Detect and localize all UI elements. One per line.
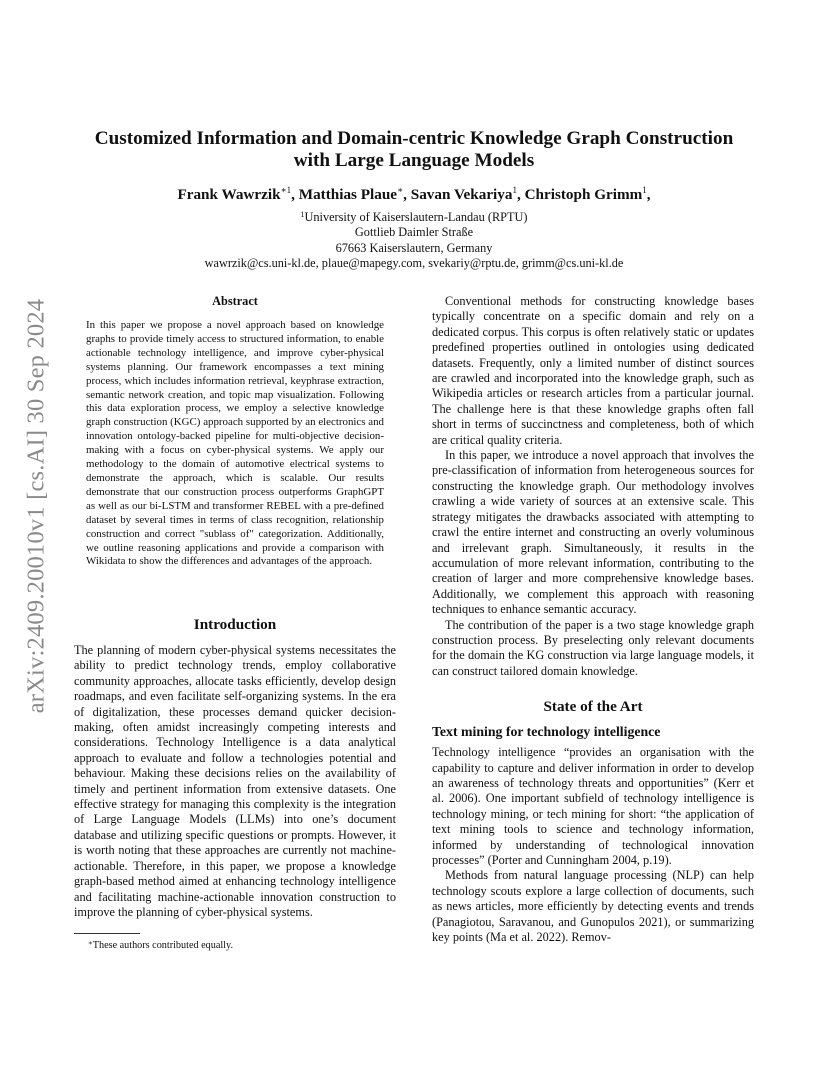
affiliation-university: University of Kaiserslautern-Landau (RPTU): [304, 210, 528, 224]
title-line-1: Customized Information and Domain-centric Knowledge Graph Construction: [94, 128, 734, 149]
arxiv-side-stamp: [16, 296, 56, 716]
author-name: Matthias Plaue: [298, 186, 398, 203]
author-mark: ∗: [397, 185, 404, 195]
title-line-2: with Large Language Models: [293, 150, 535, 171]
abstract-heading: Abstract: [212, 294, 258, 308]
author-mark: 1: [512, 185, 517, 195]
introduction-paragraph: The planning of modern cyber-physical systems necessitates the ability to predict technology trends, employ collaborative community approaches, allocate tasks efficiently, develop design roadmaps, and even facilitate self-organizing systems. In the era of digitalization, these processes demand quicker decision-making, often amidst increasingly competing interests and considerations. Technology Intelligence is a data analytical approach to evaluate and follow a technologies potential and behaviour. Making these decisions relies on the availability of timely and pertinent information from extensive datasets. One effective strategy for managing this complexity is the integration of Large Language Models (LLMs) into one’s document database and utilizing specific questions or prompts. However, it is worth noting that these approaches are currently not machine-actionable. Therefore, in this paper, we propose a knowledge graph-based method aimed at enhancing technology intelligence and facilitating machine-actionable innovation construction to improve the planning of cyber-physical systems.: [74, 643, 396, 919]
paper-title: [74, 128, 754, 172]
affiliation-city: 67663 Kaiserslautern, Germany: [335, 240, 493, 255]
introduction-section: [74, 616, 396, 920]
right-column: [432, 294, 754, 945]
footnote-mark: ∗: [88, 939, 93, 947]
author-emails: wawrzik@cs.uni-kl.de, plaue@mapegy.com, svekariy@rptu.de, grimm@cs.uni-kl.de: [204, 255, 624, 270]
paper-header: [74, 128, 754, 271]
affiliation-block: [74, 210, 754, 271]
author-mark: ∗1: [280, 185, 292, 195]
state-of-art-heading: State of the Art: [543, 698, 643, 716]
body-paragraph: Technology intelligence “provides an organisation with the capability to capture and deliver information in order to develop an awareness of technology threats and opportunities” (Kerr et al. 2006). One important subfield of technology intelligence is technology mining, or tech mining for short: “the application of text mining tools to science and technology information, informed by understanding of technological innovation processes” (Porter and Cunningham 2004, p.19).: [432, 745, 754, 867]
body-paragraph: Conventional methods for constructing knowledge bases typically concentrate on a specific domain and rely on a dedicated corpus. This corpus is often relatively static or updates predefined properties outlined in ontologies using dedicated datasets. Frequently, only a limited number of distinct sources are crawled and incorporated into the knowledge graph, such as Wikipedia articles or research articles from a particular journal. The challenge here is that these knowledge graphs often fall short in terms of succinctness and completeness, both of which are critical quality criteria.: [432, 294, 754, 447]
author-name: Frank Wawrzik: [177, 186, 281, 203]
affiliation-mark: 1: [300, 210, 305, 219]
introduction-heading: Introduction: [193, 616, 277, 633]
text-mining-subheading: Text mining for technology intelligence: [432, 724, 661, 740]
affiliation-street: Gottlieb Daimler Straße: [354, 225, 474, 240]
abstract-text: In this paper we propose a novel approach based on knowledge graphs to provide timely access to structured information, to enable actionable technology intelligence, and improve cyber-physical systems planning. Our framework encompasses a text mining process, which includes information retrieval, keyphrase extraction, semantic network creation, and topic map visualization. Following this data exploration process, we employ a selective knowledge graph construction (KGC) approach supported by an electronics and innovation ontology-backed pipeline for multi-objective decision-making with a focus on cyber-physical systems. We apply our methodology to the domain of automotive electrical systems to demonstrate the approach, which is scalable. Our results demonstrate that our construction process outperforms GraphGPT as well as our bi-LSTM and transformer REBEL with a pre-defined dataset by several times in terms of class recognition, relationship construction and correct "sublass of" categorization. Additionally, we outline reasoning applications and provide a comparison with Wikidata to show the differences and advantages of the approach.: [86, 319, 384, 568]
footnote-text: These authors contributed equally.: [92, 940, 233, 951]
author-mark: 1: [642, 185, 647, 195]
author-name: Christoph Grimm: [524, 186, 643, 203]
body-paragraph: Methods from natural language processing (NLP) can help technology scouts explore a large collection of documents, such as news articles, more efficiently by detecting events and trends (Panagiotou, Saravanou, and Gunopulos 2021), or summarizing key points (Ma et al. 2022). Remov-: [432, 868, 754, 945]
arxiv-identifier: arXiv:2409.20010v1 [cs.AI] 30 Sep 2024: [22, 298, 49, 714]
footnote-rule: [74, 933, 140, 934]
author-list: Frank Wawrzik$^{∗1}$, Matthias Plaue∗, Savan Vekariya$^1$, Christoph Grimm$^1$,: [177, 185, 651, 203]
footnote: [88, 939, 233, 952]
body-paragraph: In this paper, we introduce a novel approach that involves the pre-classification of information from heterogeneous sources for constructing the knowledge graph. Our methodology involves crawling a wide variety of sources at an extensive scale. This strategy mitigates the drawbacks associated with attempting to crawl the entire internet and constructing an overly voluminous and irrelevant graph. Simultaneously, it results in the accumulation of more relevant information, contributing to the creation of larger and more comprehensive knowledge bases. Additionally, we complement this approach with reasoning techniques to enhance semantic accuracy.: [432, 448, 754, 617]
body-paragraph: The contribution of the paper is a two stage knowledge graph construction process. By preselecting only relevant documents for the domain the KG construction via large language models, it can construct tailored domain knowledge.: [432, 617, 754, 678]
author-name: Savan Vekariya: [410, 186, 513, 203]
